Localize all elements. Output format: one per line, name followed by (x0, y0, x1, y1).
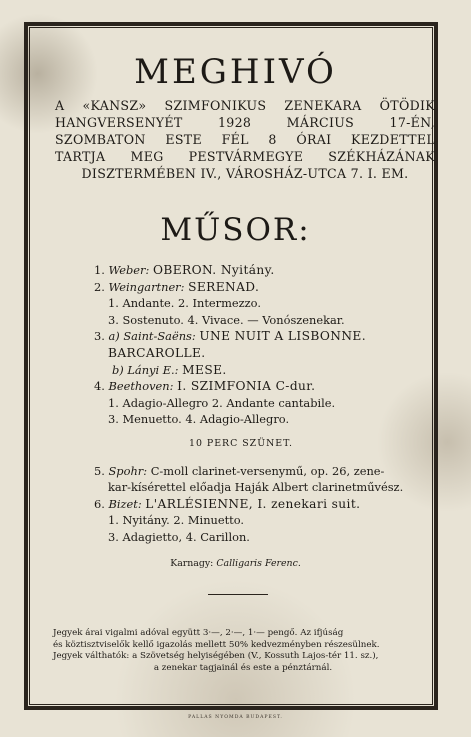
movement-line: 3. Menuetto. 4. Adagio-Allegro. (108, 412, 290, 427)
invitation-title: MEGHIVÓ (134, 52, 337, 92)
composer: Beethoven: (108, 379, 174, 394)
program-item-5 (94, 463, 394, 480)
program-item-2 (94, 279, 394, 296)
item-number: 2. (94, 279, 105, 294)
invitation-text (55, 97, 435, 182)
movement-line: 3. Adagietto, 4. Carillon. (108, 529, 250, 544)
printer-mark: PALLAS NYOMDA BUDAPEST. (188, 715, 283, 720)
conductor-label: Karnagy: (170, 558, 214, 569)
work-title: L'ARLÉSIENNE, I. zenekari suit. (145, 496, 361, 511)
movement-line: 1. Adagio-Allegro 2. Andante cantabile. (108, 395, 336, 410)
item-number: 1. (94, 263, 105, 277)
work-title: MESE. (182, 362, 227, 377)
work-title: I. SZIMFONIA C-dur. (177, 379, 316, 394)
program-item-4 (94, 378, 394, 395)
movement-line: 1. Nyitány. 2. Minuetto. (108, 513, 245, 528)
intermission: 10 PERC SZÜNET. (188, 437, 293, 449)
separator-line (208, 594, 268, 595)
composer: a) Saint-Saëns: (108, 329, 196, 344)
item-number: 4. (94, 379, 105, 394)
movement-line: 3. Sostenuto. 4. Vivace. — Vonószenekar. (108, 312, 345, 327)
conductor-name: Calligaris Ferenc. (216, 558, 301, 569)
item-number: 5. (94, 463, 105, 478)
item-number: 6. (94, 496, 105, 511)
composer: Spohr: (108, 463, 148, 478)
work-title-cont: kar-kísérettel előadja Haják Albert clarinetművész. (108, 480, 404, 495)
intro-line: HANGVERSENYÉT 1928 MÁRCIUS 17-ÉN, (55, 115, 435, 130)
work-title: SERENAD. (188, 279, 260, 294)
ticket-line: Jegyek árai vigalmi adóval együtt 3·—, 2·—, 1·— pengő. Az ifjúság (53, 628, 344, 638)
intro-line: TARTJA MEG PESTVÁRMEGYE SZÉKHÁZÁNAK (55, 149, 435, 164)
intro-line: DISZTERMÉBEN IV., VÁROSHÁZ-UTCA 7. I. EM. (81, 166, 409, 181)
composer: Weber: (108, 263, 150, 277)
composer: Bizet: (108, 496, 142, 511)
program-item-6 (94, 496, 394, 513)
ticket-line: Jegyek válthatók: a Szövetség helyiségében (V., Kossuth Lajos-tér 11. sz.), (53, 651, 379, 662)
work-title: C-moll clarinet-versenymű, op. 26, zene- (150, 463, 385, 478)
ticket-info (53, 628, 433, 674)
work-title-cont (94, 345, 394, 362)
composer: b) Lányi E.: (112, 362, 179, 377)
program-title: MŰSOR: (160, 212, 311, 248)
composer: Weingartner: (108, 279, 185, 294)
program-item-1 (94, 262, 394, 279)
work-title: BARCAROLLE. (108, 345, 206, 360)
program-list (94, 262, 404, 546)
item-number: 3. (94, 329, 105, 344)
program-item-3 (94, 328, 394, 345)
program-item-3b (94, 362, 394, 379)
conductor-line (0, 558, 471, 569)
work-title: UNE NUIT A LISBONNE. (199, 329, 367, 344)
intro-line: A «KANSZ» SZIMFONIKUS ZENEKARA ÖTÖDIK (55, 98, 435, 113)
ticket-line: a zenekar tagjainál és este a pénztárnál. (153, 662, 333, 673)
intro-line: SZOMBATON ESTE FÉL 8 ÓRAI KEZDETTEL (55, 132, 435, 147)
work-title: OBERON. Nyitány. (152, 263, 275, 277)
ticket-line: és köztisztviselők kellő igazolás mellett 50% kedvezményben részesülnek. (53, 639, 380, 650)
movement-line: 1. Andante. 2. Intermezzo. (108, 296, 261, 311)
